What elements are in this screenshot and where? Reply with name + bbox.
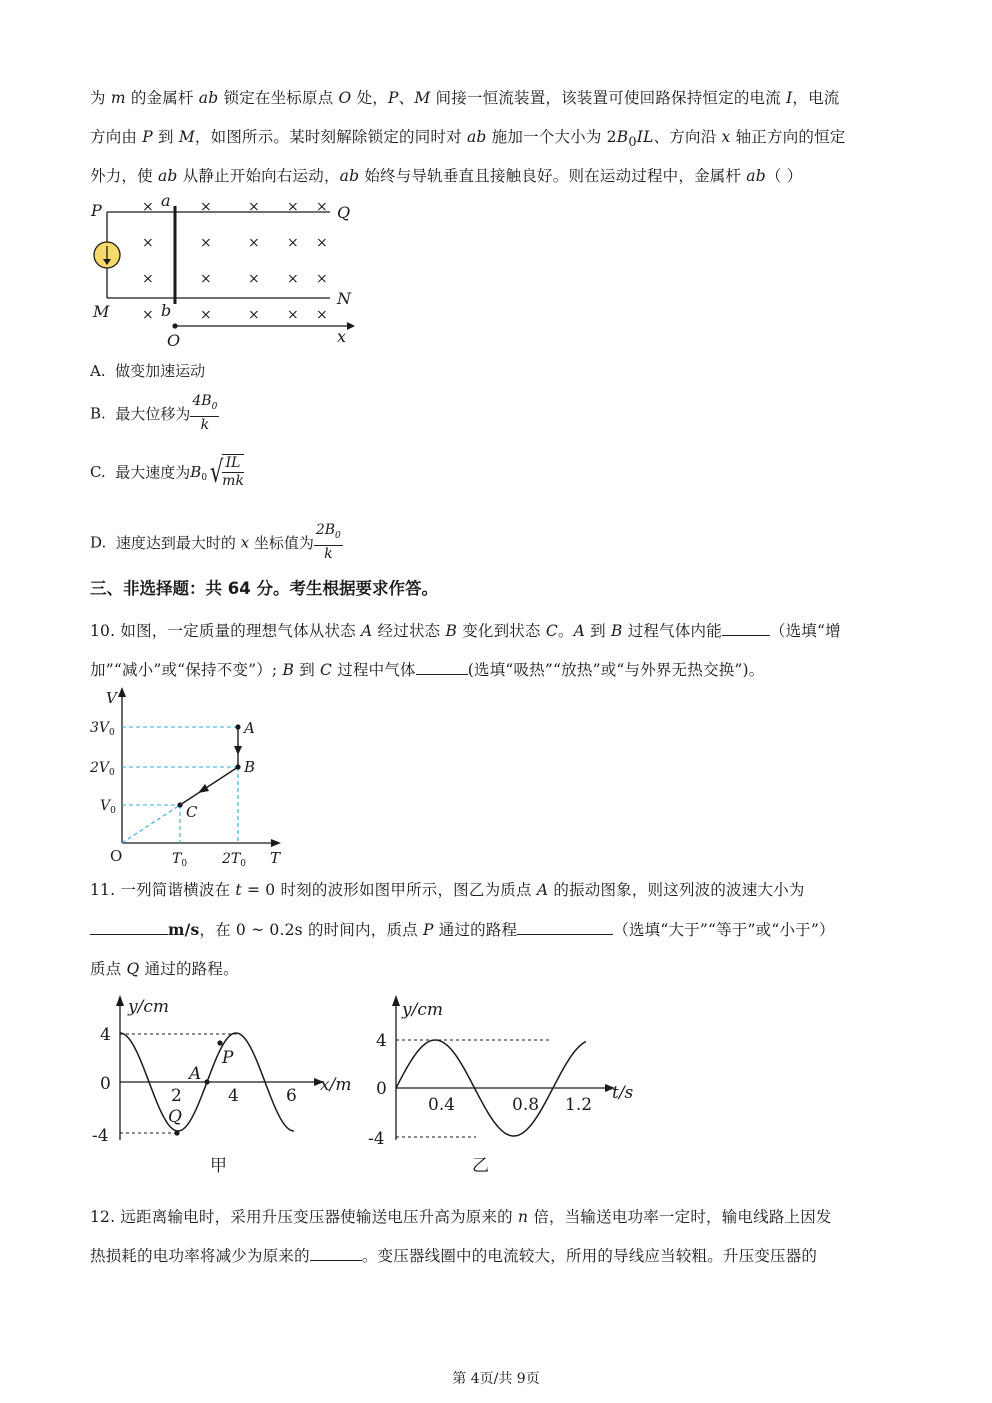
particle-Q-dot xyxy=(174,1130,179,1135)
label-N: N xyxy=(337,289,351,308)
label-O: O xyxy=(167,331,181,350)
section-3-heading: 三、非选择题：共 64 分。考生根据要求作答。 xyxy=(90,579,438,598)
y-axis-label: y/cm xyxy=(402,1000,443,1020)
state-B-dot xyxy=(235,764,240,769)
field-cross-icon: × xyxy=(248,271,260,287)
q10-blank-2[interactable] xyxy=(416,660,468,675)
state-A-dot xyxy=(235,724,240,729)
y-tick-0: 0 xyxy=(100,1074,111,1094)
field-cross-icon: × xyxy=(287,271,299,287)
field-cross-icon: × xyxy=(248,235,260,251)
q9-line-2: 方向由 P 到 M，如图所示。某时刻解除锁定的同时对 ab 施加一个大小为 $2B_0IL$、方向沿 x 轴正方向的恒定 xyxy=(90,128,846,151)
q11-blank-1[interactable] xyxy=(90,920,168,935)
q10-line-1: 10. 如图，一定质量的理想气体从状态 A 经过状态 B 变化到状态 C。A 到 B 过程气体内能 （选填“增 xyxy=(90,622,841,640)
tick-V0: $V_0$ xyxy=(100,798,116,816)
state-C-dot xyxy=(177,802,182,807)
y-axis-label: y/cm xyxy=(128,997,169,1017)
q11-blank-2[interactable] xyxy=(517,920,613,935)
y-axis-arrow-icon xyxy=(392,995,400,1006)
t-axis-label: t/s xyxy=(612,1083,634,1103)
label-A: A xyxy=(189,1064,202,1084)
y-tick-neg4: -4 xyxy=(92,1126,109,1146)
state-B-label: B xyxy=(244,758,256,776)
field-cross-icon: × xyxy=(142,235,154,251)
v-axis-label: V xyxy=(106,689,117,707)
q10-vt-graph xyxy=(88,683,288,873)
label-b: b xyxy=(161,301,172,320)
t-axis-arrow-icon xyxy=(271,839,281,847)
label-a: a xyxy=(161,191,171,210)
field-cross-icon: × xyxy=(287,307,299,323)
field-cross-icon: × xyxy=(248,307,260,323)
current-source-icon xyxy=(94,242,120,268)
q12-line-1: 12. 远距离输电时，采用升压变压器使输送电压升高为原来的 n 倍，当输送电功率一定时，输电线路上因发 xyxy=(90,1208,832,1226)
page-footer: 第 4页/共 9页 xyxy=(452,1371,540,1387)
process-arrow-B-C-icon xyxy=(198,784,209,793)
q9-option-B[interactable]: B. 最大位移为 $\frac{4B_0}{k}$ xyxy=(90,393,218,433)
particle-P-dot xyxy=(217,1040,222,1045)
field-cross-icon: × xyxy=(200,199,212,215)
t-tick-1.2: 1.2 xyxy=(565,1095,593,1115)
q11-line-3: 质点 Q 通过的路程。 xyxy=(90,960,239,978)
q11-line-2: m/s，在 0 ~ 0.2s 的时间内，质点 P 通过的路程 （选填“大于”“等于”或“小于”） xyxy=(90,918,835,940)
fraction-4B0-over-k: $\frac{4B_0}{k}$ xyxy=(192,393,218,433)
origin-dot xyxy=(172,323,177,328)
process-arrow-A-B-icon xyxy=(234,746,242,755)
field-cross-icon: × xyxy=(248,199,260,215)
q11-line-1: 11. 一列简谐横波在 t = 0 时刻的波形如图甲所示，图乙为质点 A 的振动图象，则这列波的波速大小为 xyxy=(90,881,805,899)
tick-3V0: $3V_0$ xyxy=(90,720,115,738)
v-axis-arrow-icon xyxy=(118,687,126,697)
field-cross-icon: × xyxy=(142,307,154,323)
label-Q: Q xyxy=(337,203,351,222)
field-cross-icon: × xyxy=(142,199,154,215)
y-tick-neg4: -4 xyxy=(368,1129,385,1149)
q9-option-D[interactable]: D. 速度达到最大时的 x 坐标值为 $\frac{2B_0}{k}$ xyxy=(90,522,341,562)
t-tick-0.4: 0.4 xyxy=(428,1095,456,1115)
x-axis-label: x/m xyxy=(320,1075,352,1095)
label-P: P xyxy=(222,1048,234,1068)
field-cross-icon: × xyxy=(200,235,212,251)
fraction-IL-over-mk: $\frac{IL}{mk}$ xyxy=(222,455,244,489)
q9-line-1: 为 m 的金属杆 ab 锁定在坐标原点 O 处，P、M 间接一恒流装置，该装置可使回路保持恒定的电流 I，电流 xyxy=(90,89,840,107)
q10-line-2: 加”“减小”或“保持不变”）; B 到 C 过程中气体 (选填“吸热”“放热”或“与外界无热交换”)。 xyxy=(90,661,765,679)
field-cross-icon: × xyxy=(287,199,299,215)
label-P: P xyxy=(91,201,102,220)
tick-2T0: $2T_0$ xyxy=(222,851,246,869)
particle-A-dot xyxy=(204,1079,209,1084)
fraction-2B0-over-k: $\frac{2B_0}{k}$ xyxy=(315,522,341,562)
caption-yi: 乙 xyxy=(472,1156,489,1176)
q9-option-A[interactable]: A. 做变加速运动 xyxy=(90,362,206,380)
q9-option-C[interactable]: C. 最大速度为$B_0√$ $\frac{IL}{mk}$ xyxy=(90,454,244,490)
field-cross-icon: × xyxy=(316,271,328,287)
field-cross-icon: × xyxy=(142,271,154,287)
origin-label: O xyxy=(110,847,123,865)
state-A-label: A xyxy=(244,719,255,737)
label-x: x xyxy=(337,327,347,346)
y-axis-arrow-icon xyxy=(116,995,124,1006)
caption-jia: 甲 xyxy=(210,1156,227,1176)
q9-rail-figure xyxy=(85,190,375,350)
q12-blank-1[interactable] xyxy=(310,1246,362,1261)
label-M: M xyxy=(93,302,110,321)
x-tick-2: 2 xyxy=(171,1086,182,1106)
field-cross-icon: × xyxy=(316,307,328,323)
q12-line-2: 热损耗的电功率将减少为原来的 。变压器线圈中的电流较大，所用的导线应当较粗。升压变压器的 xyxy=(90,1247,818,1265)
y-tick-4: 4 xyxy=(100,1025,111,1045)
y-tick-0: 0 xyxy=(376,1079,387,1099)
t-axis-label: T xyxy=(270,849,281,867)
field-cross-icon: × xyxy=(200,307,212,323)
field-cross-icon: × xyxy=(316,199,328,215)
field-cross-icon: × xyxy=(316,235,328,251)
state-C-label: C xyxy=(186,803,198,821)
q9-line-3: 外力，使 ab 从静止开始向右运动，ab 始终与导轨垂直且接触良好。则在运动过程中，金属杆 ab（ ） xyxy=(90,167,803,185)
q10-blank-1[interactable] xyxy=(722,621,770,636)
y-tick-4: 4 xyxy=(376,1031,387,1051)
x-axis-arrow-icon xyxy=(347,322,355,330)
label-Q: Q xyxy=(168,1107,182,1127)
t-tick-0.8: 0.8 xyxy=(512,1095,540,1115)
x-tick-6: 6 xyxy=(286,1086,297,1106)
q11-wave-graph-jia xyxy=(88,990,378,1180)
x-tick-4: 4 xyxy=(228,1086,239,1106)
tick-T0: $T_0$ xyxy=(172,851,188,869)
field-cross-icon: × xyxy=(200,271,212,287)
sqrt-icon: √ xyxy=(209,454,224,490)
field-cross-icon: × xyxy=(287,235,299,251)
q11-vibration-graph-yi xyxy=(362,990,652,1180)
tick-2V0: $2V_0$ xyxy=(90,760,115,778)
